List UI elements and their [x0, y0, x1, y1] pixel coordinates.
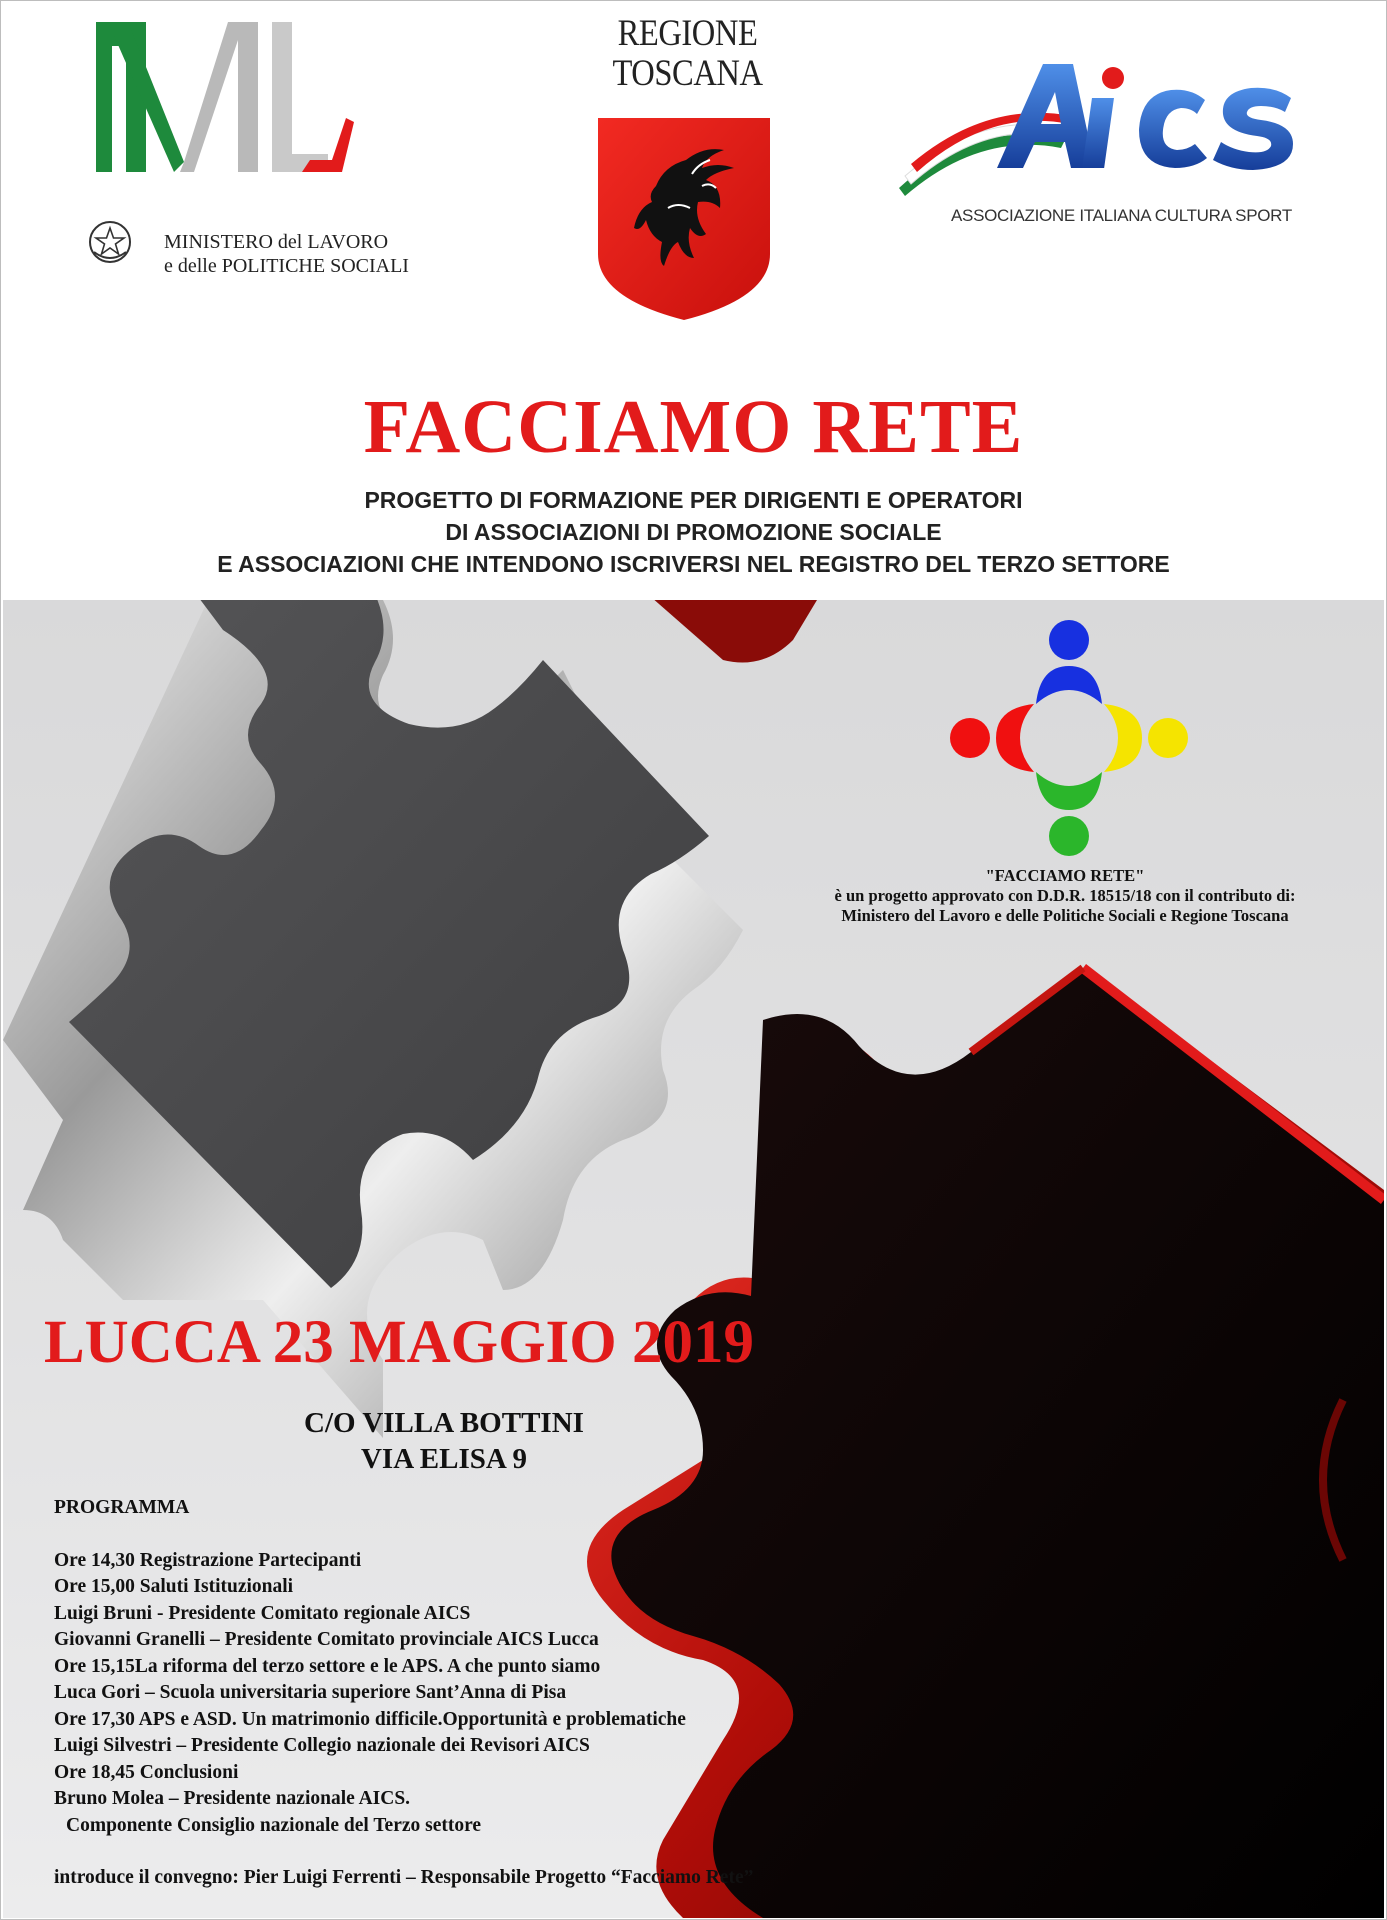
venue-line1: C/O VILLA BOTTINI — [304, 1407, 584, 1439]
regione-line1: REGIONE — [617, 13, 758, 54]
regione-line2: TOSCANA — [612, 53, 763, 94]
ml-monogram-icon — [96, 22, 426, 222]
program-line: Ore 14,30 Registrazione Partecipanti — [54, 1549, 362, 1571]
program-heading: PROGRAMMA — [54, 1497, 190, 1518]
subtitle-line: DI ASSOCIAZIONI DI PROMOZIONE SOCIALE — [445, 519, 942, 545]
pegasus-shield-icon — [594, 116, 774, 321]
program-line: Ore 17,30 APS e ASD. Un matrimonio difficile.Opportunità e problematiche — [54, 1708, 686, 1730]
program-line: Ore 15,15La riforma del terzo settore e le APS. A che punto siamo — [54, 1655, 601, 1677]
venue — [265, 1405, 623, 1477]
program-line: Bruno Molea – Presidente nazionale AICS. — [54, 1788, 411, 1809]
project-note — [760, 866, 1370, 926]
project-note-line: "FACCIAMO RETE" — [985, 866, 1145, 885]
subtitle — [0, 484, 1387, 580]
venue-line2: VIA ELISA 9 — [360, 1443, 527, 1475]
program-line: Componente Consiglio nazionale del Terzo settore — [66, 1814, 482, 1836]
aics-caption: ASSOCIAZIONE ITALIANA CULTURA SPORT — [951, 206, 1292, 225]
aics-logo — [895, 48, 1315, 248]
subtitle-line: PROGETTO DI FORMAZIONE PER DIRIGENTI E OPERATORI — [364, 487, 1023, 513]
program-line: Ore 18,45 Conclusioni — [54, 1761, 239, 1783]
ministero-caption — [164, 230, 409, 278]
event-date: LUCCA 23 MAGGIO 2019 — [44, 1309, 754, 1376]
network-people-logo-icon — [950, 618, 1200, 868]
program — [54, 1495, 753, 1892]
ministero-lavoro-logo — [96, 22, 426, 292]
program-line: Ore 15,00 Saluti Istituzionali — [54, 1576, 294, 1597]
project-note-line: Ministero del Lavoro e delle Politiche Sociali e Regione Toscana — [841, 906, 1289, 925]
project-note-line: è un progetto approvato con D.D.R. 18515/18 con il contributo di: — [834, 886, 1296, 905]
program-line: Giovanni Granelli – Presidente Comitato provinciale AICS Lucca — [54, 1629, 599, 1650]
ministero-line2: e delle POLITICHE SOCIALI — [164, 255, 409, 277]
ministero-line1: MINISTERO del LAVORO — [164, 231, 389, 253]
page-title: FACCIAMO RETE — [363, 385, 1024, 469]
italian-emblem-icon — [86, 218, 134, 266]
aics-wordmark-icon — [895, 48, 1315, 208]
subtitle-line: E ASSOCIAZIONI CHE INTENDONO ISCRIVERSI NEL REGISTRO DEL TERZO SETTORE — [217, 551, 1170, 577]
program-intro: introduce il convegno: Pier Luigi Ferrenti – Responsabile Progetto “Facciamo Rete” — [54, 1867, 754, 1888]
regione-toscana-logo — [590, 14, 785, 314]
program-line: Luca Gori – Scuola universitaria superiore Sant’Anna di Pisa — [54, 1682, 567, 1703]
program-line: Luigi Silvestri – Presidente Collegio nazionale dei Revisori AICS — [54, 1735, 590, 1756]
program-line: Luigi Bruni - Presidente Comitato regionale AICS — [54, 1602, 471, 1624]
